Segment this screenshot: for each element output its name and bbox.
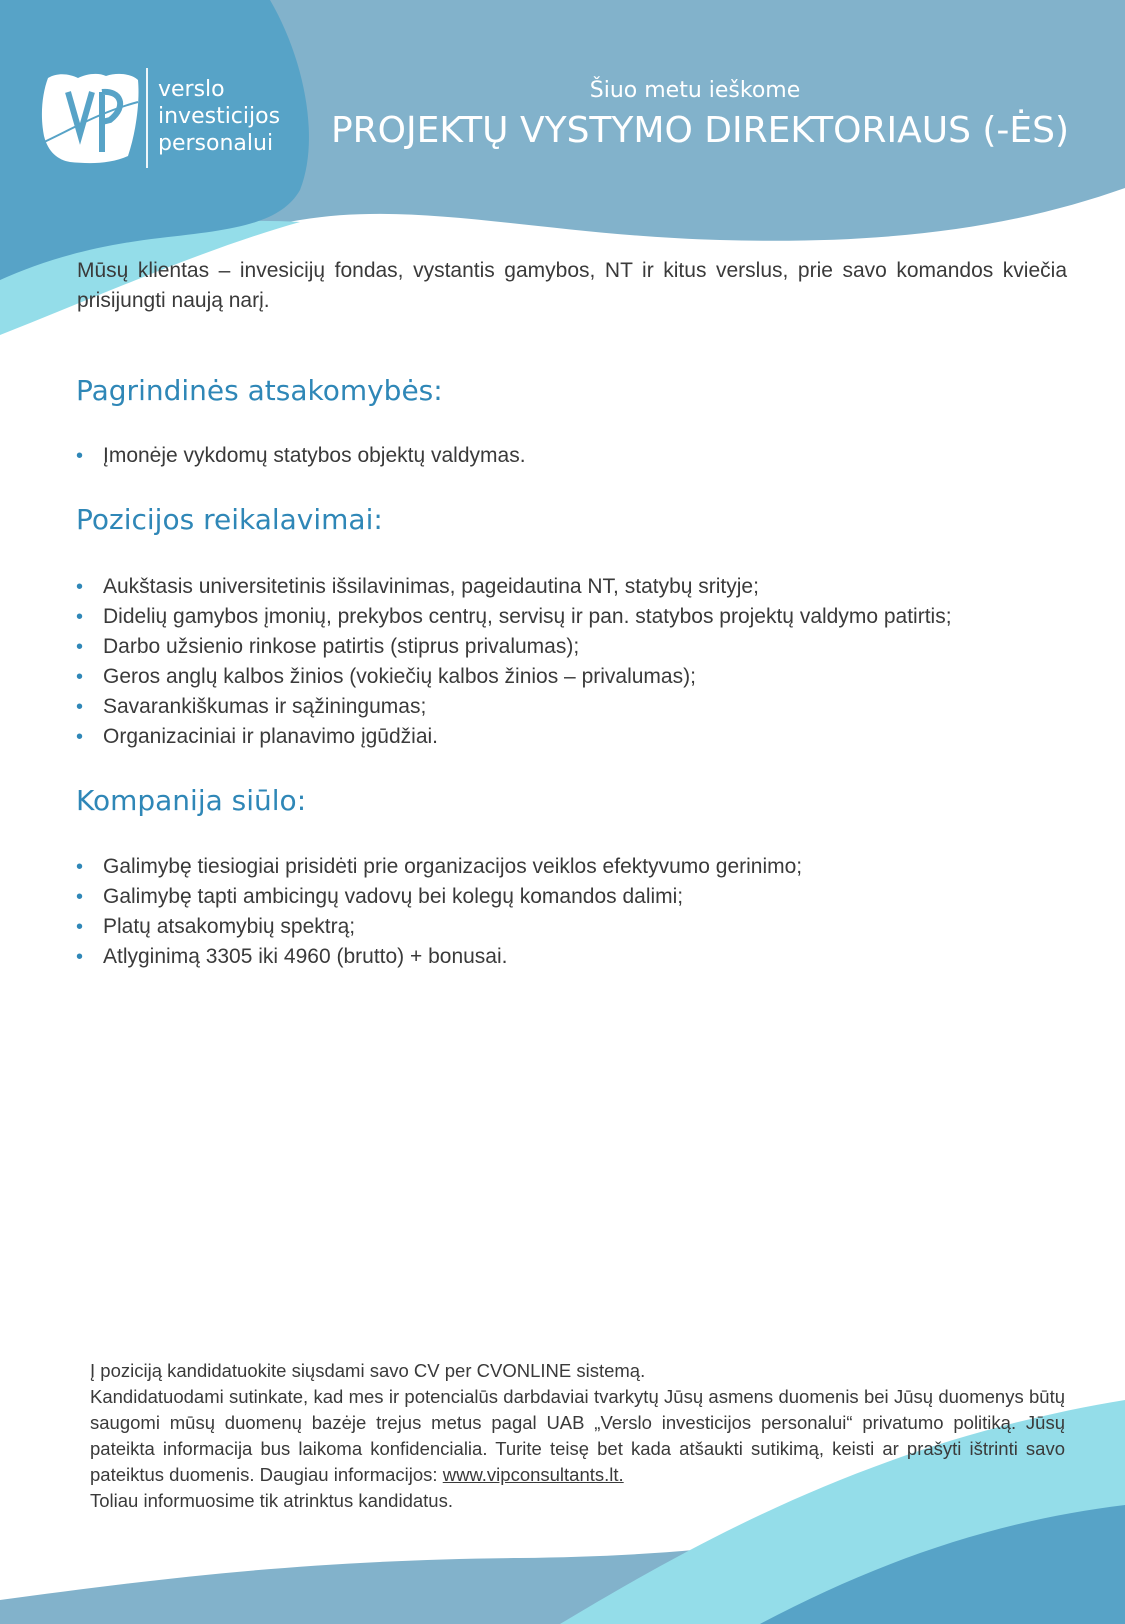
section-title-responsibilities: Pagrindinės atsakomybės:: [76, 374, 443, 407]
list-item: • Savarankiškumas ir sąžiningumas;: [76, 692, 1076, 722]
selection-note: Toliau informuosime tik atrinktus kandidatus.: [90, 1490, 453, 1511]
list-item: • Didelių gamybos įmonių, prekybos centrų, servisų ir pan. statybos projektų valdymo patirtis;: [76, 602, 1076, 632]
logo-text: [158, 76, 280, 157]
website-link[interactable]: www.vipconsultants.lt.: [442, 1464, 624, 1485]
logo-line-2: investicijos: [158, 104, 281, 129]
consent-text: [90, 1384, 1065, 1488]
list-item: • Galimybę tapti ambicingų vadovų bei kolegų komandos dalimi;: [76, 882, 1076, 912]
job-title: PROJEKTŲ VYSTYMO DIREKTORIAUS (-ĖS): [330, 110, 1070, 151]
requirements-list: [76, 572, 1076, 752]
logo-divider: [146, 68, 148, 168]
vip-logo-icon: [40, 72, 140, 164]
logo-line-3: personalui: [158, 131, 274, 156]
list-item: • Atlyginimą 3305 iki 4960 (brutto) + bonusai.: [76, 942, 1076, 972]
intro-paragraph: Mūsų klientas – invesicijų fondas, vystantis gamybos, NT ir kitus verslus, prie savo komandos kviečia prisijungti naują narį.: [77, 259, 1067, 312]
list-item: • Galimybę tiesiogiai prisidėti prie organizacijos veiklos efektyvumo gerinimo;: [76, 852, 1076, 882]
list-item: • Geros anglų kalbos žinios (vokiečių kalbos žinios – privalumas);: [76, 662, 1076, 692]
offer-list: [76, 852, 1076, 972]
logo-line-1: verslo: [158, 77, 225, 102]
consent-body: Kandidatuodami sutinkate, kad mes ir potencialūs darbdaviai tvarkytų Jūsų asmens duomenis bei Jūsų duomenys būtų saugomi mūsų duomenų bazėje trejus metus pagal UAB „Verslo investicijos personalui“ privatumo politiką. Jūsų pateikta informacija bus laikoma konfidencialia. Turite teisę bet kada atšaukti sutikimą, keisti ar prašyti ištrinti savo pateiktus duomenis. Daugiau informacijos:: [90, 1386, 1065, 1485]
list-item: • Įmonėje vykdomų statybos objektų valdymas.: [76, 441, 1076, 471]
header-subtitle: Šiuo metu ieškome: [589, 78, 801, 103]
section-title-requirements: Pozicijos reikalavimai:: [76, 503, 383, 536]
list-item: • Organizaciniai ir planavimo įgūdžiai.: [76, 722, 1076, 752]
list-item: • Platų atsakomybių spektrą;: [76, 912, 1076, 942]
list-item: • Darbo užsienio rinkose patirtis (stiprus privalumas);: [76, 632, 1076, 662]
apply-instructions: Į poziciją kandidatuokite siųsdami savo CV per CVONLINE sistemą.: [90, 1360, 646, 1381]
responsibilities-list: [76, 441, 1076, 471]
section-title-offer: Kompanija siūlo:: [76, 784, 307, 817]
list-item: • Aukštasis universitetinis išsilavinimas, pageidautina NT, statybų srityje;: [76, 572, 1076, 602]
company-logo: [40, 68, 280, 168]
footer-info: [90, 1358, 1065, 1514]
